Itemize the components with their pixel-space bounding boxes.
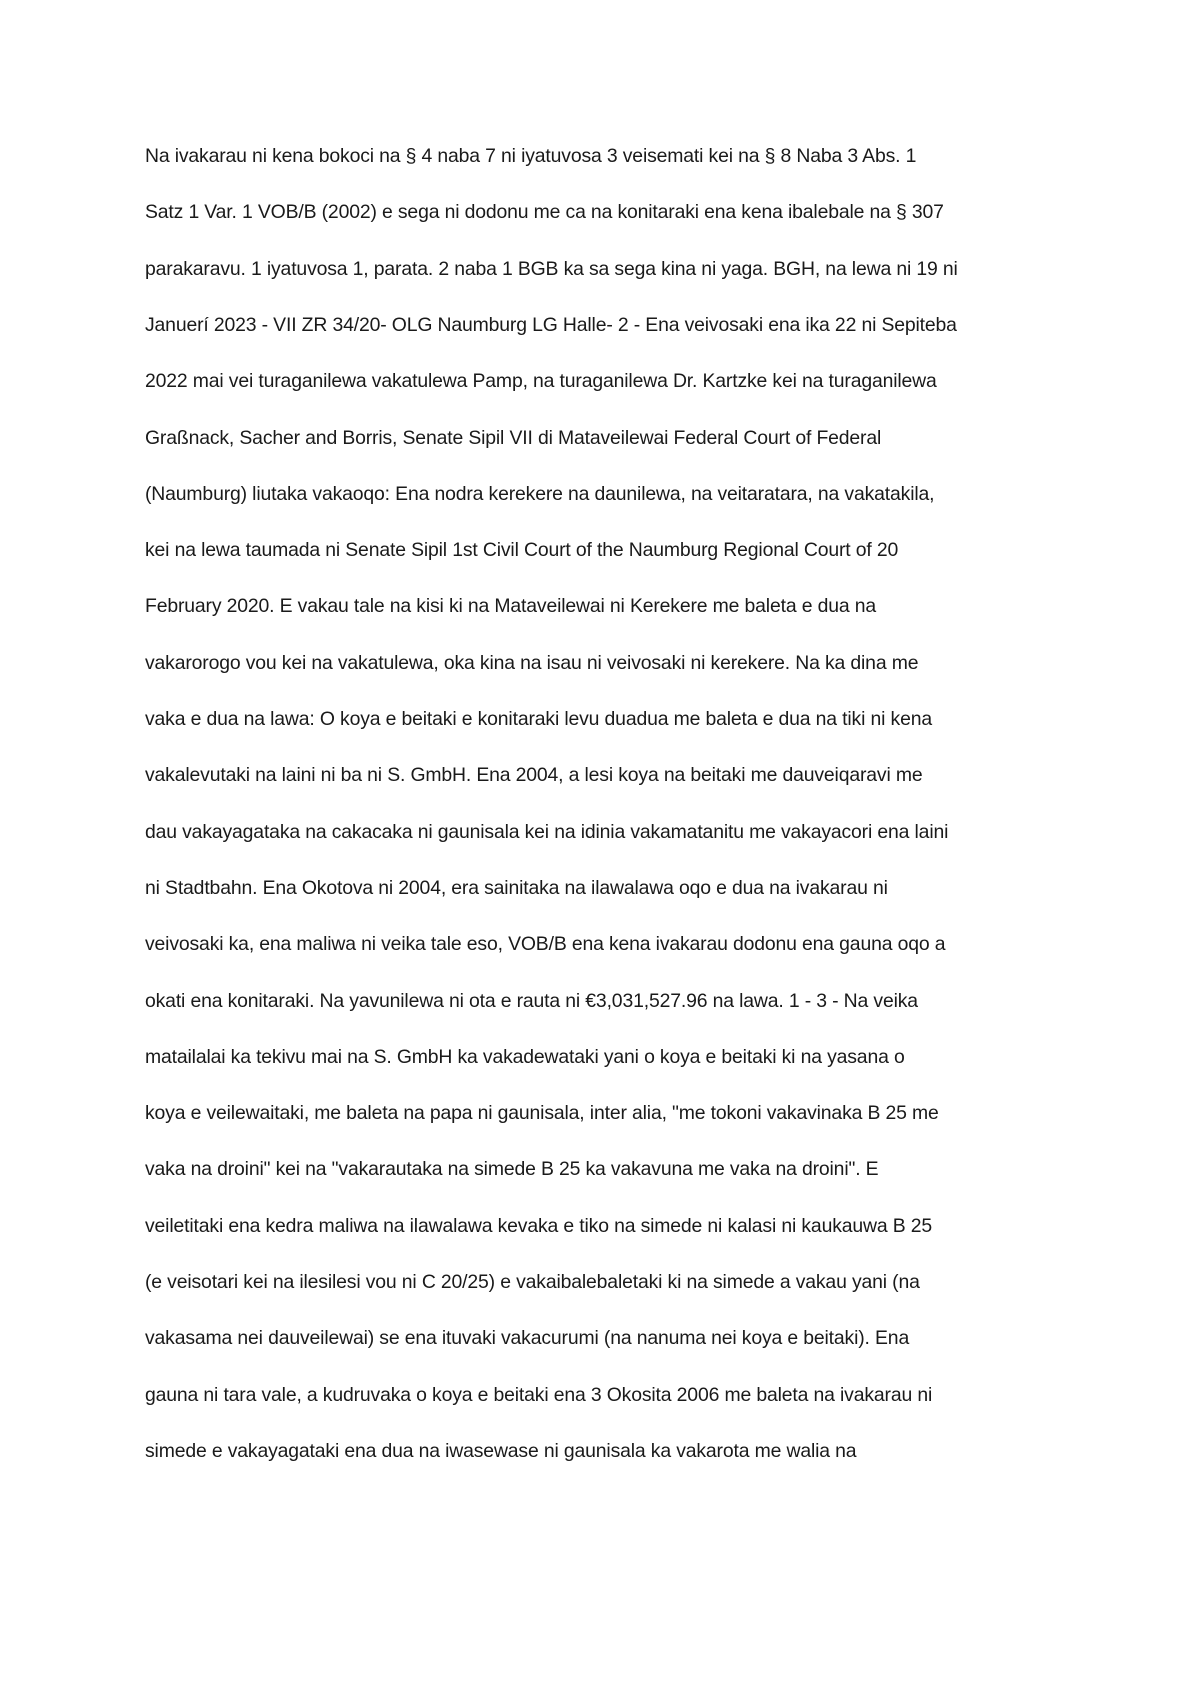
text-line: (e veisotari kei na ilesilesi vou ni C 20/25) e vakaibalebaletaki ki na simede a vakau yani (na xyxy=(145,1271,920,1293)
text-line: Satz 1 Var. 1 VOB/B (2002) e sega ni dodonu me ca na konitaraki ena kena ibalebale na § 307 xyxy=(145,201,944,224)
text-line: koya e veilewaitaki, me baleta na papa ni gaunisala, inter alia, "me tokoni vakavinaka B 25 me xyxy=(145,1102,939,1125)
text-line: kei na lewa taumada ni Senate Sipil 1st Civil Court of the Naumburg Regional Court of 20 xyxy=(145,539,899,562)
text-line: vakasama nei dauveilewai) se ena ituvaki vakacurumi (na nanuma nei koya e beitaki). Ena xyxy=(145,1327,910,1350)
text-line: (Naumburg) liutaka vakaoqo: Ena nodra kerekere na daunilewa, na veitaratara, na vakatakila, xyxy=(145,482,935,505)
text-line: ni Stadtbahn. Ena Okotova ni 2004, era sainitaka na ilawalawa oqo e dua na ivakarau ni xyxy=(145,876,888,899)
text-line: okati ena konitaraki. Na yavunilewa ni ota e rauta ni €3,031,527.96 na lawa. 1 - 3 - Na veika xyxy=(145,989,918,1012)
text-line: vakarorogo vou kei na vakatulewa, oka kina na isau ni veivosaki ni kerekere. Na ka dina me xyxy=(145,651,919,674)
text-line: 2022 mai vei turaganilewa vakatulewa Pamp, na turaganilewa Dr. Kartzke kei na turaganilewa xyxy=(145,370,937,393)
text-line: veivosaki ka, ena maliwa ni veika tale eso, VOB/B ena kena ivakarau dodonu ena gauna oqo a xyxy=(145,933,946,956)
text-line: veiletitaki ena kedra maliwa na ilawalawa kevaka e tiko na simede ni kalasi ni kaukauwa B 25 xyxy=(145,1214,933,1237)
text-line: Januerí 2023 - VII ZR 34/20- OLG Naumburg LG Halle- 2 - Ena veivosaki ena ika 22 ni Sepiteba xyxy=(145,313,957,336)
text-line: vakalevutaki na laini ni ba ni S. GmbH. Ena 2004, a lesi koya na beitaki me dauveiqaravi me xyxy=(145,764,923,787)
text-line: gauna ni tara vale, a kudruvaka o koya e beitaki ena 3 Okosita 2006 me baleta na ivakarau ni xyxy=(145,1383,933,1406)
text-line: Graßnack, Sacher and Borris, Senate Sipil VII di Mataveilewai Federal Court of Federal xyxy=(145,426,882,449)
text-line: Na ivakarau ni kena bokoci na § 4 naba 7 ni iyatuvosa 3 veisemati kei na § 8 Naba 3 Abs. 1 xyxy=(145,145,917,167)
text-line: vaka na droini" kei na "vakarautaka na simede B 25 ka vakavuna me vaka na droini". E xyxy=(145,1158,879,1181)
text-line: dau vakayagataka na cakacaka ni gaunisala kei na idinia vakamatanitu me vakayacori ena laini xyxy=(145,820,949,843)
text-line: simede e vakayagataki ena dua na iwasewase ni gaunisala ka vakarota me walia na xyxy=(145,1439,857,1462)
text-line: vaka e dua na lawa: O koya e beitaki e konitaraki levu duadua me baleta e dua na tiki ni kena xyxy=(145,708,932,730)
text-line: February 2020. E vakau tale na kisi ki na Mataveilewai ni Kerekere me baleta e dua na xyxy=(145,595,876,618)
text-line: parakaravu. 1 iyatuvosa 1, parata. 2 naba 1 BGB ka sa sega kina ni yaga. BGH, na lewa ni 19 ni xyxy=(145,257,958,280)
text-line: matailalai ka tekivu mai na S. GmbH ka vakadewataki yani o koya e beitaki ki na yasana o xyxy=(145,1045,905,1068)
